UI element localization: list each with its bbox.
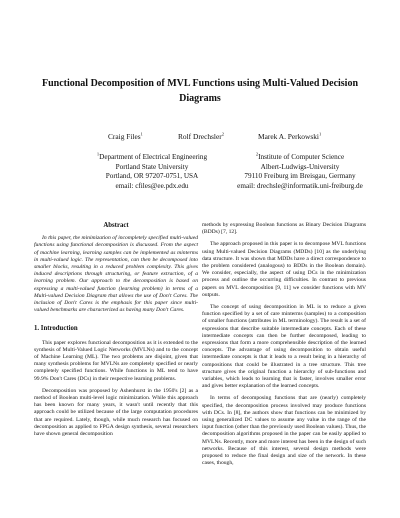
affiliation-1-line-2: Portland State University [115, 162, 189, 171]
affiliation-1 [72, 153, 232, 191]
section-introduction-heading: 1. Introduction [34, 325, 78, 333]
right-column [202, 222, 366, 473]
author-2: Rolf Drechsler$^2$ [178, 131, 224, 141]
paper-title [40, 76, 360, 106]
right-paragraph-3: In terms of decomposing functions that are (nearly) completely specified, the decomposition process involved may produce functions with DCs. In [8], the authors show that functions can be minimized by using generalized DC values to assume any value in the range of the input function (other than the previously used Boolean values). Thus, the decomposition algorithms proposed in the paper can be easily applied to MVLNs. Recently, more and more interest has been in the design of such networks. Because of this interest, several design methods were proposed to reduce the final design and size of the network. In these cases, though, [202, 395, 366, 467]
title-line-2: Diagrams [179, 93, 221, 104]
affiliation-2-line-2: Albert-Ludwigs-University [260, 162, 340, 171]
intro-paragraph-1: This paper explores functional decomposition as it is extended to the synthesis of Multi-Valued Logic Networks (MVLNs) and to the concept of Machine Learning (ML). The two problems are disjoint, given that many synthesis problems for MVLNs are completely specified or nearly completely specified functions. While functions in ML tend to have 99.9% Don't Cares (DCs) in their respective learning problems. [34, 339, 198, 382]
affiliation-2 [220, 153, 380, 191]
affiliation-2-line-1: $^2$Institute of Computer Science [255, 151, 345, 161]
right-paragraph-1: The approach proposed in this paper is to decompose MVL functions using Multi-valued Decision Diagrams (MDDs) [10] as the underlying data structure. It was shown that MDDs have a direct correspondence to the problem considered (analogous) to BDDs in the Boolean domain). We consider, especially, the aspect of using DCs in the minimization process and outline the occurring difficulties. In contrast to previous papers on MVL decomposition [9, 11] we consider functions with MV outputs. [202, 241, 366, 298]
affiliation-2-line-3: 79110 Freiburg im Breisgau, Germany [244, 172, 356, 181]
right-paragraph-2: The concept of using decomposition in ML is to reduce a given function specified by a set of care minterms (samples) to a composition of smaller functions (attributes in ML terminology). The result is a set of expressions that describe suitable intermediate concepts. Each of these intermediate concepts can then be further decomposed, leading to expressions that form a more comprehensible description of the learned concepts. The advantage of using decomposition to obtain useful intermediate concepts is that it leads to a result being in a hierarchy of compositions that could be illustrated in a tree structure. This tree structure gives the original function a hierarchy of sub-functions and variables, which leads to learning that is faster, involves smaller error and gives better explanation of the learned concepts. [202, 304, 366, 390]
left-column [34, 222, 198, 443]
right-paragraph-0: methods by expressing Boolean functions as Binary Decision Diagrams (BDDs) [7, 12]. [202, 222, 366, 236]
affiliation-1-line-1: $^1$Department of Electrical Engineering [96, 151, 208, 161]
affiliation-1-line-3: Portland, OR 97207-0751, USA [105, 172, 199, 181]
affiliation-1-email: email: cfiles@ee.pdx.edu [115, 181, 189, 190]
affiliation-2-email: email: drechsle@informatik.uni-freiburg.de [237, 181, 363, 190]
author-1: Craig Files$^1$ [108, 131, 143, 141]
intro-paragraph-2: Decomposition was proposed by Ashenhurst in the 1950's [2] as a method of Boolean multi-level logic minimization. While this approach has been known for many years, it wasn't until recently that this approach could be utilized because of the large computation procedures that are required. Lately, though, while much research has focused on decomposition as applied to FPGA design synthesis, several researchers have shown general decomposition [34, 387, 198, 438]
title-line-1: Functional Decomposition of MVL Functions using Multi-Valued Decision [41, 78, 359, 89]
abstract-text: In this paper, the minimization of incompletely specified multi-valued functions using functional decomposition is discussed. From the aspect of machine learning, learning samples can be implemented as minterms in multi-valued logic. The representation, can then be decomposed into smaller blocks, resulting in a reduced problem complexity. This gives induced descriptions through structuring, or feature extraction, of a learning problem. Our approach to the decomposition is based on expressing a multi-valued function (learning problem) in terms of a Multi-valued Decision Diagram that allows the use of Don't Cares. The inclusion of Don't Cares is the emphasis for this paper since multi-valued benchmarks are characterized as having many Don't Cares. [34, 235, 198, 314]
author-3: Marek A. Perkowski$^1$ [258, 131, 322, 141]
abstract-heading: Abstract [103, 222, 129, 229]
